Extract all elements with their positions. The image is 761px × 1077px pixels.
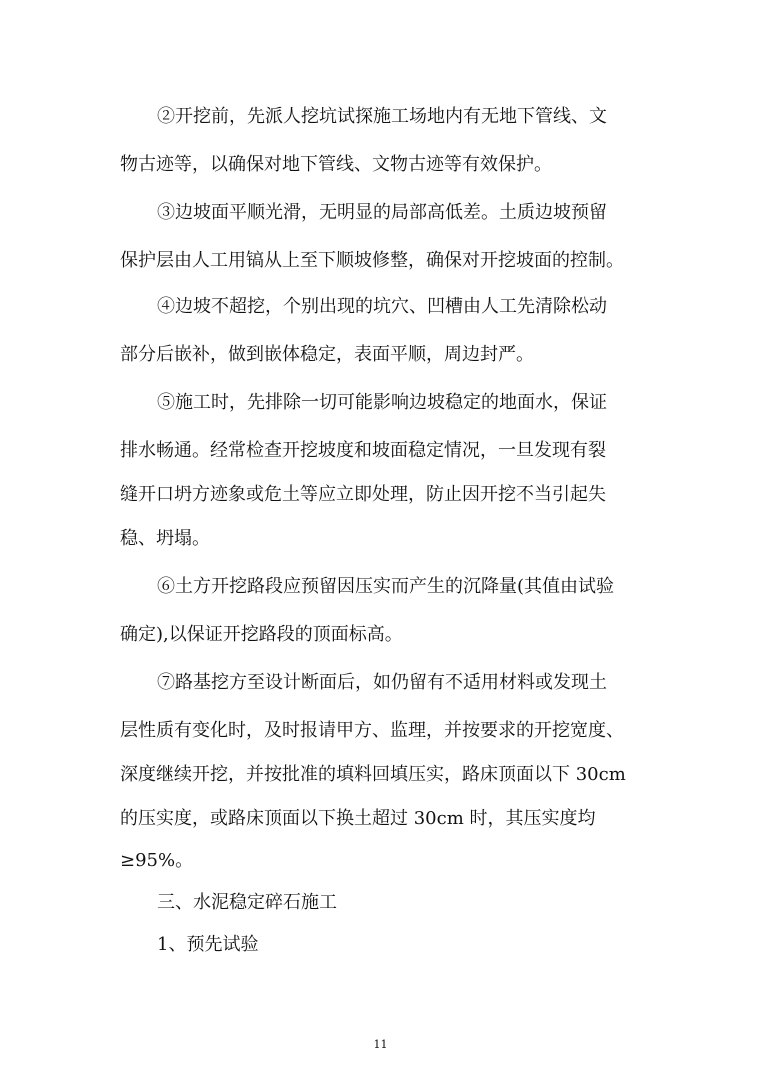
- paragraph-line: ⑦路基挖方至设计断面后，如仍留有不适用材料或发现土: [157, 672, 607, 693]
- paragraph-line: 确定),以保证开挖路段的顶面标高。: [120, 624, 403, 645]
- paragraph-line: 缝开口坍方迹象或危土等应立即处理，防止因开挖不当引起失: [120, 484, 606, 505]
- paragraph-line: 稳、坍塌。: [120, 528, 210, 549]
- paragraph-line: ③边坡面平顺光滑，无明显的局部高低差。土质边坡预留: [157, 202, 607, 223]
- paragraph-line: 深度继续开挖，并按批准的填料回填压实，路床顶面以下 30cm: [120, 764, 626, 785]
- paragraph-line: ≥95%。: [120, 850, 194, 871]
- paragraph-line: ⑤施工时，先排除一切可能影响边坡稳定的地面水，保证: [157, 392, 607, 413]
- subsection-heading: 1、预先试验: [157, 934, 259, 955]
- paragraph-line: 的压实度，或路床顶面以下换土超过 30cm 时，其压实度均: [120, 808, 596, 829]
- paragraph-line: ②开挖前，先派人挖坑试探施工场地内有无地下管线、文: [157, 106, 607, 127]
- paragraph-line: ⑥土方开挖路段应预留因压实而产生的沉降量(其值由试验: [157, 576, 615, 597]
- paragraph-line: 排水畅通。经常检查开挖坡度和坡面稳定情况，一旦发现有裂: [120, 440, 606, 461]
- paragraph-line: 保护层由人工用镐从上至下顺坡修整，确保对开挖坡面的控制。: [120, 250, 624, 271]
- page-number: 11: [373, 1038, 388, 1051]
- paragraph-line: 物古迹等，以确保对地下管线、文物古迹等有效保护。: [120, 154, 552, 175]
- paragraph-line: ④边坡不超挖，个别出现的坑穴、凹槽由人工先清除松动: [157, 296, 607, 317]
- paragraph-line: 部分后嵌补，做到嵌体稳定，表面平顺，周边封严。: [120, 344, 534, 365]
- section-heading: 三、水泥稳定碎石施工: [157, 892, 337, 913]
- paragraph-line: 层性质有变化时，及时报请甲方、监理，并按要求的开挖宽度、: [120, 720, 624, 741]
